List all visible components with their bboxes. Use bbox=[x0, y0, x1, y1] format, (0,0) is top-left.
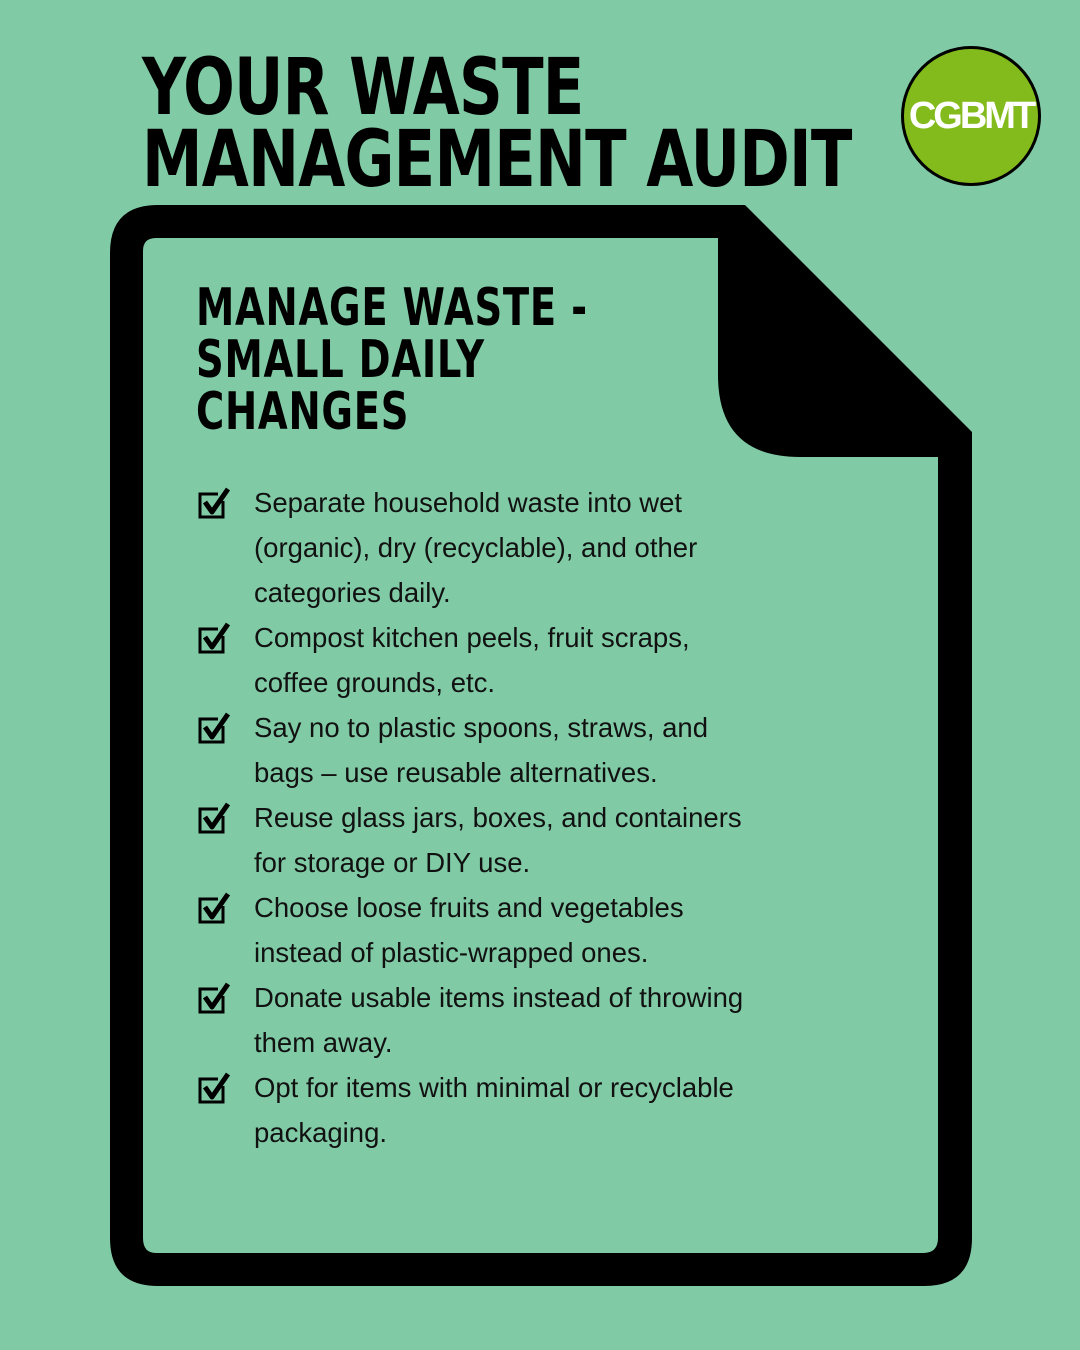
checklist-item-text: Opt for items with minimal or recyclable packaging. bbox=[254, 1072, 734, 1148]
checklist-item-text: Separate household waste into wet (organic), dry (recyclable), and other categories daily. bbox=[254, 487, 698, 608]
page-title-line-1: YOUR WASTE bbox=[142, 43, 584, 133]
checklist bbox=[196, 480, 756, 1155]
checklist-item-text: Reuse glass jars, boxes, and containers for storage or DIY use. bbox=[254, 802, 742, 878]
checklist-item bbox=[196, 975, 756, 1065]
card-subtitle-line-3: CHANGES bbox=[196, 382, 410, 442]
brand-logo-text: CGBMT bbox=[908, 94, 1034, 137]
checklist-item-text: Compost kitchen peels, fruit scraps, coffee grounds, etc. bbox=[254, 622, 690, 698]
checkbox-checked-icon bbox=[196, 801, 232, 837]
page-title-line-2: MANAGEMENT AUDIT bbox=[142, 115, 852, 205]
checklist-item bbox=[196, 1065, 756, 1155]
checkbox-checked-icon bbox=[196, 711, 232, 747]
card-subtitle bbox=[196, 278, 588, 442]
checklist-item-text: Donate usable items instead of throwing them away. bbox=[254, 982, 744, 1058]
checkbox-checked-icon bbox=[196, 891, 232, 927]
checklist-item bbox=[196, 795, 756, 885]
checklist-item-text: Say no to plastic spoons, straws, and bags – use reusable alternatives. bbox=[254, 712, 708, 788]
checklist-item bbox=[196, 705, 756, 795]
checklist-item bbox=[196, 480, 756, 615]
checkbox-checked-icon bbox=[196, 1071, 232, 1107]
checkbox-checked-icon bbox=[196, 621, 232, 657]
checklist-item bbox=[196, 885, 756, 975]
checklist-item bbox=[196, 615, 756, 705]
checklist-item-text: Choose loose fruits and vegetables instead of plastic-wrapped ones. bbox=[254, 892, 684, 968]
card-subtitle-line-2: SMALL DAILY bbox=[196, 330, 485, 390]
checkbox-checked-icon bbox=[196, 981, 232, 1017]
checkbox-checked-icon bbox=[196, 486, 232, 522]
card-subtitle-line-1: MANAGE WASTE - bbox=[196, 278, 588, 338]
